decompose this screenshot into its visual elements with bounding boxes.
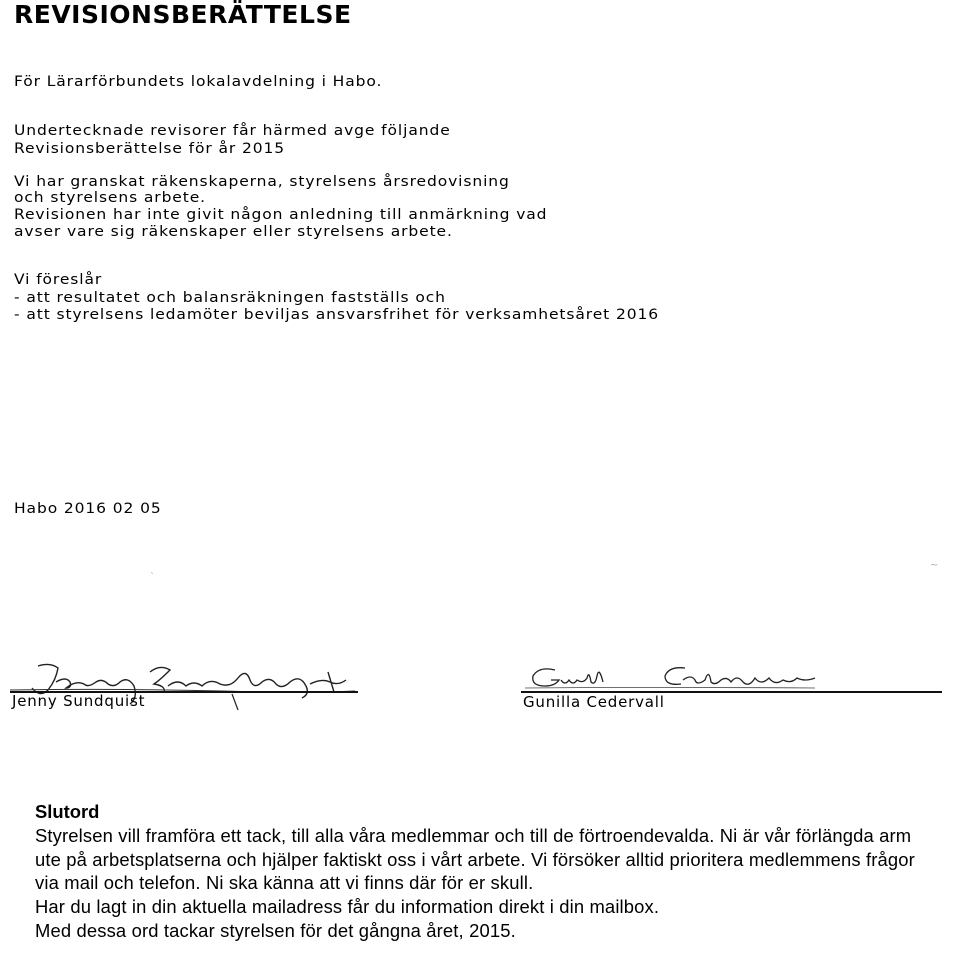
report-line-1: För Lärarförbundets lokalavdelning i Habo. xyxy=(14,73,383,90)
signatory-name-2: Gunilla Cedervall xyxy=(523,693,665,711)
scan-speck: ~ xyxy=(930,560,939,571)
report-line-8: Vi föreslår xyxy=(14,271,103,288)
closing-paragraph-2: Har du lagt in din aktuella mailadress får du information direkt i din mailbox. xyxy=(35,896,660,918)
closing-paragraph-3: Med dessa ord tackar styrelsen för det gångna året, 2015. xyxy=(35,919,516,941)
closing-section xyxy=(35,800,940,943)
report-line-5: och styrelsens arbete. xyxy=(14,189,206,206)
report-line-3: Revisionsberättelse för år 2015 xyxy=(14,140,286,157)
report-line-6: Revisionen har inte givit någon anledning till anmärkning vad xyxy=(14,206,548,223)
signatory-name-1: Jenny Sundquist xyxy=(12,692,146,710)
report-title: REVISIONSBERÄTTELSE xyxy=(14,0,352,29)
report-line-4: Vi har granskat räkenskaperna, styrelsens årsredovisning xyxy=(14,173,510,190)
report-line-2: Undertecknade revisorer får härmed avge följande xyxy=(14,122,451,139)
closing-heading: Slutord xyxy=(35,801,100,822)
report-line-9: - att resultatet och balansräkningen fastställs och xyxy=(14,289,446,306)
closing-paragraph-1: Styrelsen vill framföra ett tack, till alla våra medlemmar och till de förtroendevalda. Ni är vår förlängda arm ute på arbetsplatserna och hjälper faktiskt oss i vårt arbete. Vi försöker alltid prioritera medlemmens frågor via mail och telefon. Ni ska känna att vi finns där för er skull. xyxy=(35,824,915,894)
report-line-10: - att styrelsens ledamöter beviljas ansvarsfrihet för verksamhetsåret 2016 xyxy=(14,306,659,323)
scan-speck: ` xyxy=(150,572,155,583)
report-line-7: avser vare sig räkenskaper eller styrelsens arbete. xyxy=(14,223,453,240)
date-line: Habo 2016 02 05 xyxy=(14,500,162,517)
